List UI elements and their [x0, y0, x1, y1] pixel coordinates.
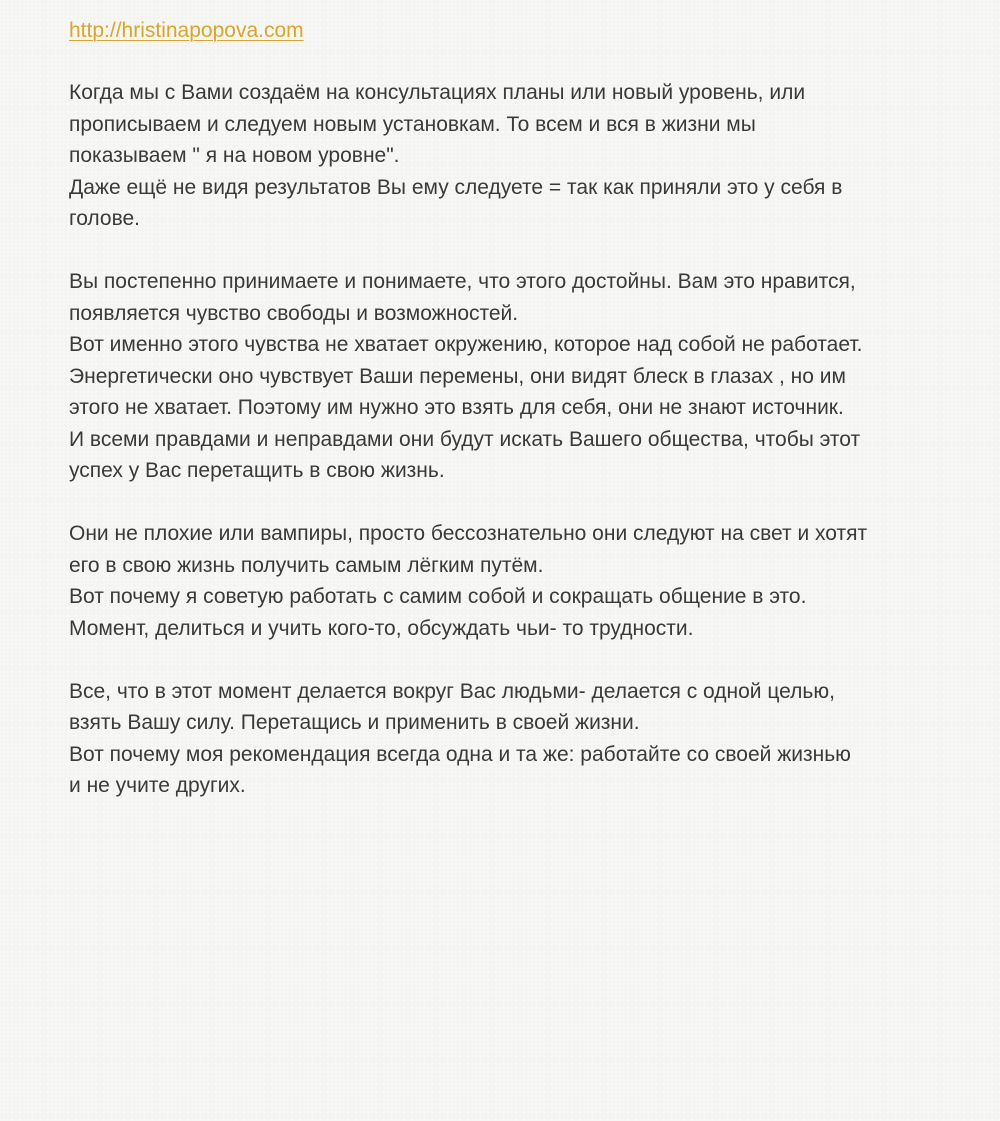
- text-line: Вы постепенно принимаете и понимаете, что этого достойны. Вам это нравится,: [69, 270, 856, 293]
- paragraph-2: [69, 266, 949, 487]
- text-line: Даже ещё не видя результатов Вы ему следуете = так как приняли это у себя в: [69, 175, 843, 199]
- text-line: показываем " я на новом уровне".: [69, 144, 400, 167]
- text-line: этого не хватает. Поэтому им нужно это взять для себя, они не знают источник.: [69, 396, 844, 419]
- text-line: его в свою жизнь получить самым лёгким путём.: [69, 553, 544, 577]
- note-body: [69, 15, 949, 833]
- text-line: взять Вашу силу. Перетащись и применить в своей жизни.: [69, 711, 640, 734]
- text-line: голове.: [69, 207, 141, 230]
- text-line: прописываем и следуем новым установкам. То всем и вся в жизни мы: [69, 112, 756, 136]
- text-line: Когда мы с Вами создаём на консультациях планы или новый уровень, или: [69, 81, 806, 104]
- text-line: И всеми правдами и неправдами они будут искать Вашего общества, чтобы этот: [69, 427, 861, 451]
- text-line: Энергетически оно чувствует Ваши перемены, они видят блеск в глазах , но им: [69, 364, 846, 388]
- text-line: и не учите других.: [69, 774, 246, 797]
- paragraph-4: [69, 676, 949, 802]
- text-line: успех у Вас перетащить в свою жизнь.: [69, 459, 445, 482]
- text-line: Все, что в этот момент делается вокруг Вас людьми- делается с одной целью,: [69, 679, 835, 703]
- text-line: Вот почему я советую работать с самим собой и сокращать общение в это.: [69, 585, 807, 608]
- paragraph-3: [69, 518, 949, 644]
- website-link[interactable]: http://hristinapopova.com: [69, 19, 304, 42]
- text-line: Момент, делиться и учить кого-то, обсуждать чьи- то трудности.: [69, 616, 694, 640]
- text-line: Вот почему моя рекомендация всегда одна и та же: работайте со своей жизнью: [69, 742, 851, 766]
- paragraph-1: [69, 77, 949, 235]
- text-line: Они не плохие или вампиры, просто бессознательно они следуют на свет и хотят: [69, 522, 868, 545]
- text-line: появляется чувство свободы и возможностей.: [69, 301, 519, 325]
- text-line: Вот именно этого чувства не хватает окружению, которое над собой не работает.: [69, 333, 863, 356]
